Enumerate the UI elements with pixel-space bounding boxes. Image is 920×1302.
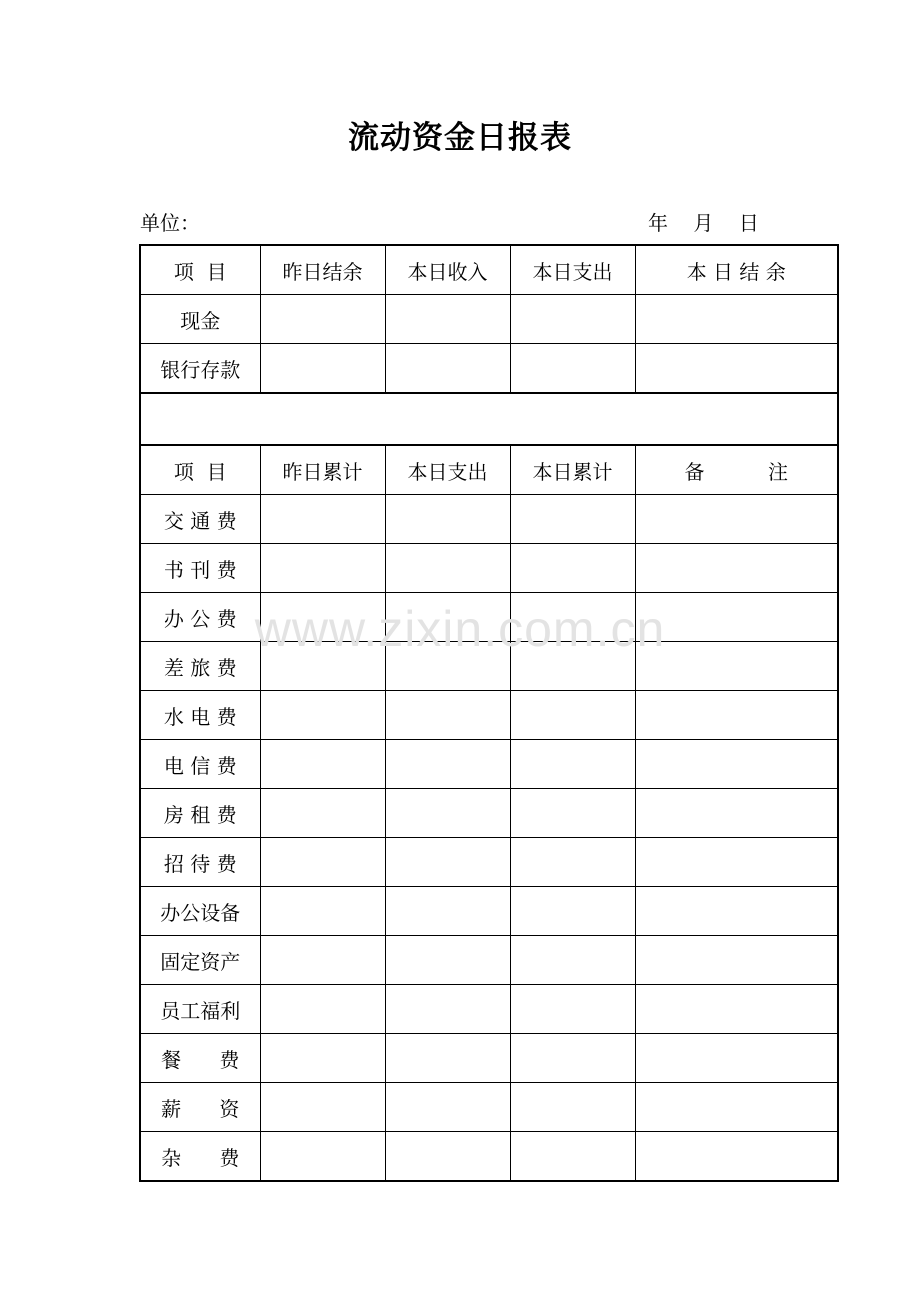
blank-cell[interactable] [260, 740, 385, 789]
blank-cell[interactable] [260, 887, 385, 936]
expense-row [140, 691, 838, 740]
row-label-cell: 员工福利 [140, 985, 260, 1034]
blank-cell[interactable] [510, 1034, 635, 1083]
header-cell: 昨日累计 [260, 445, 385, 495]
blank-cell[interactable] [385, 838, 510, 887]
date-label: 年 月 日 [648, 211, 759, 235]
row-label-cell: 差 旅 费 [140, 642, 260, 691]
expense-row [140, 495, 838, 544]
blank-cell[interactable] [385, 936, 510, 985]
separator-cell [140, 393, 838, 445]
header-cell: 本日收入 [385, 245, 510, 295]
blank-cell[interactable] [385, 985, 510, 1034]
row-label-cell: 办公设备 [140, 887, 260, 936]
blank-cell[interactable] [510, 344, 635, 394]
fund-report-table [139, 244, 839, 1182]
expense-row [140, 1083, 838, 1132]
blank-cell[interactable] [385, 740, 510, 789]
expense-row [140, 789, 838, 838]
blank-cell[interactable] [635, 1083, 838, 1132]
blank-cell[interactable] [260, 295, 385, 344]
expense-row [140, 1132, 838, 1182]
watermark: www.zixin.com.cn [254, 601, 666, 657]
blank-cell[interactable] [510, 887, 635, 936]
row-label-cell: 交 通 费 [140, 495, 260, 544]
blank-cell[interactable] [510, 985, 635, 1034]
row-label-cell: 办 公 费 [140, 593, 260, 642]
header-cell: 昨日结余 [260, 245, 385, 295]
blank-cell[interactable] [385, 887, 510, 936]
header-cell: 本日支出 [510, 245, 635, 295]
header-cell: 备 注 [635, 445, 838, 495]
blank-cell[interactable] [635, 495, 838, 544]
expense-row [140, 1034, 838, 1083]
blank-cell[interactable] [635, 936, 838, 985]
row-label-cell: 房 租 费 [140, 789, 260, 838]
blank-cell[interactable] [260, 936, 385, 985]
top-table-row [140, 344, 838, 394]
blank-cell[interactable] [635, 1034, 838, 1083]
row-label-cell: 招 待 费 [140, 838, 260, 887]
blank-cell[interactable] [510, 1132, 635, 1182]
blank-cell[interactable] [385, 495, 510, 544]
blank-cell[interactable] [635, 691, 838, 740]
blank-cell[interactable] [385, 344, 510, 394]
top-table-row [140, 295, 838, 344]
blank-cell[interactable] [510, 936, 635, 985]
blank-cell[interactable] [260, 1034, 385, 1083]
blank-cell[interactable] [510, 691, 635, 740]
blank-cell[interactable] [635, 740, 838, 789]
blank-cell[interactable] [510, 544, 635, 593]
expense-row [140, 887, 838, 936]
blank-cell[interactable] [510, 838, 635, 887]
blank-cell[interactable] [510, 789, 635, 838]
blank-cell[interactable] [385, 1132, 510, 1182]
blank-cell[interactable] [260, 544, 385, 593]
blank-cell[interactable] [635, 789, 838, 838]
blank-cell[interactable] [385, 789, 510, 838]
expense-row [140, 544, 838, 593]
header-cell: 本日支出 [385, 445, 510, 495]
unit-label: 单位： [140, 211, 200, 235]
page-title: 流动资金日报表 [348, 120, 572, 156]
row-label-cell: 现金 [140, 295, 260, 344]
blank-cell[interactable] [260, 985, 385, 1034]
blank-cell[interactable] [635, 295, 838, 344]
bottom-header-row [140, 445, 838, 495]
blank-cell[interactable] [385, 1034, 510, 1083]
unit-date-line [140, 207, 840, 235]
blank-cell[interactable] [385, 691, 510, 740]
header-cell: 本日累计 [510, 445, 635, 495]
row-label-cell: 书 刊 费 [140, 544, 260, 593]
separator-row [140, 393, 838, 445]
blank-cell[interactable] [635, 344, 838, 394]
header-cell: 项 目 [140, 245, 260, 295]
row-label-cell: 电 信 费 [140, 740, 260, 789]
expense-row [140, 838, 838, 887]
blank-cell[interactable] [510, 740, 635, 789]
blank-cell[interactable] [385, 295, 510, 344]
top-header-row [140, 245, 838, 295]
expense-row [140, 985, 838, 1034]
blank-cell[interactable] [260, 691, 385, 740]
row-label-cell: 餐 费 [140, 1034, 260, 1083]
blank-cell[interactable] [385, 1083, 510, 1132]
row-label-cell: 固定资产 [140, 936, 260, 985]
blank-cell[interactable] [385, 544, 510, 593]
header-cell: 本 日 结 余 [635, 245, 838, 295]
row-label-cell: 杂 费 [140, 1132, 260, 1182]
row-label-cell: 薪 资 [140, 1083, 260, 1132]
blank-cell[interactable] [635, 985, 838, 1034]
blank-cell[interactable] [635, 887, 838, 936]
blank-cell[interactable] [635, 838, 838, 887]
blank-cell[interactable] [635, 544, 838, 593]
expense-row [140, 936, 838, 985]
row-label-cell: 银行存款 [140, 344, 260, 394]
blank-cell[interactable] [635, 1132, 838, 1182]
blank-cell[interactable] [260, 1083, 385, 1132]
blank-cell[interactable] [260, 789, 385, 838]
blank-cell[interactable] [260, 495, 385, 544]
blank-cell[interactable] [260, 344, 385, 394]
blank-cell[interactable] [510, 495, 635, 544]
header-cell: 项 目 [140, 445, 260, 495]
blank-cell[interactable] [260, 838, 385, 887]
row-label-cell: 水 电 费 [140, 691, 260, 740]
blank-cell[interactable] [510, 295, 635, 344]
blank-cell[interactable] [260, 1132, 385, 1182]
blank-cell[interactable] [510, 1083, 635, 1132]
expense-row [140, 740, 838, 789]
